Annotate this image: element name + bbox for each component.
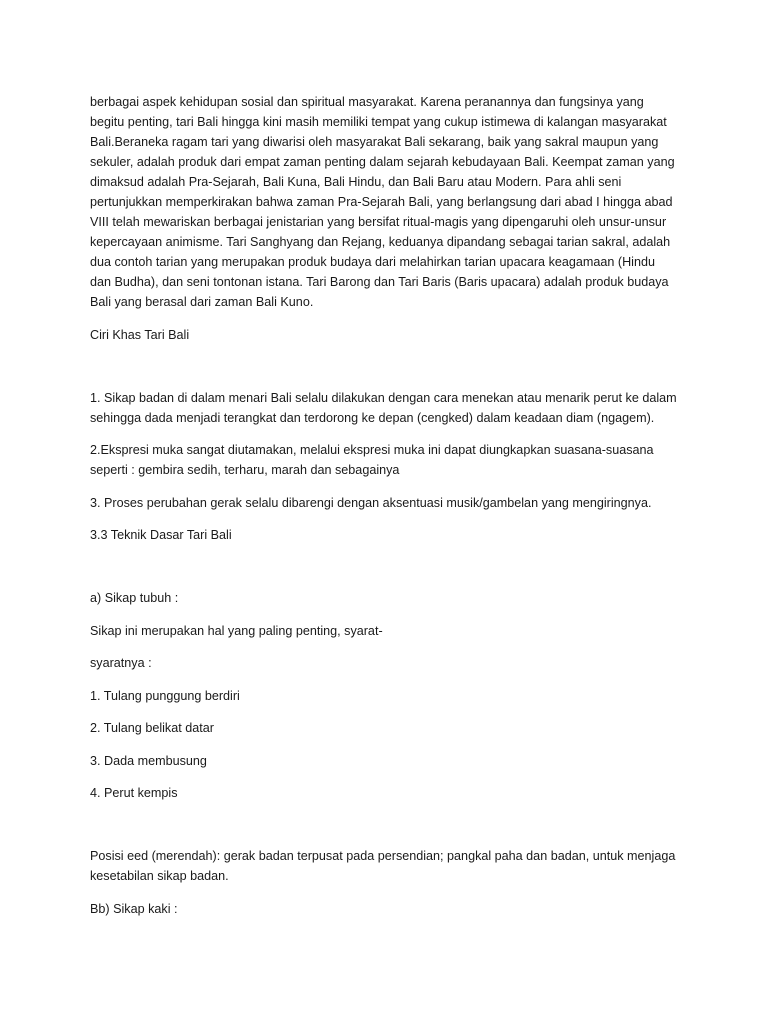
ciri-item-2: 2.Ekspresi muka sangat diutamakan, melalui ekspresi muka ini dapat diungkapkan suasana-suasana seperti : gembira sedih, terharu, marah dan sebagainya (90, 443, 654, 477)
intro-paragraph: berbagai aspek kehidupan sosial dan spiritual masyarakat. Karena peranannya dan fungsinya yang begitu penting, tari Bali hingga kini masih memiliki tempat yang cukup istimewa di kalangan masyarakat Bali.Beraneka ragam tari yang diwarisi oleh masyarakat Bali sekarang, baik yang sakral maupun yang sekuler, adalah produk dari empat zaman penting dalam sejarah kebudayaan Bali. Keempat zaman yang dimaksud adalah Pra-Sejarah, Bali Kuna, Bali Hindu, dan Bali Baru atau Modern. Para ahli seni pertunjukkan memperkirakan bahwa zaman Pra-Sejarah Bali, yang berlangsung dari abad I hingga abad VIII telah mewariskan berbagai jenistarian yang bersifat ritual-magis yang dipengaruhi oleh unsur-unsur kepercayaan animisme. Tari Sanghyang dan Rejang, keduanya dipandang sebagai tarian sakral, adalah dua contoh tarian yang merupakan produk budaya dari melahirkan tarian upacara keagamaan (Hindu dan Budha), dan seni tontonan istana. Tari Barong dan Tari Baris (Baris upacara) adalah produk budaya Bali yang berasal dari zaman Bali Kuno. (90, 95, 675, 309)
syaratnya-label: syaratnya : (90, 656, 152, 670)
document-page (90, 92, 688, 919)
sikap-kaki-label: Bb) Sikap kaki : (90, 901, 178, 916)
list-item-dada: 3. Dada membusung (90, 753, 207, 768)
sikap-tubuh-description: Sikap ini merupakan hal yang paling penting, syarat- (90, 623, 383, 638)
sikap-tubuh-label: a) Sikap tubuh : (90, 591, 179, 605)
list-item-perut: 4. Perut kempis (90, 786, 178, 800)
list-item-tulang-punggung: 1. Tulang punggung berdiri (90, 688, 240, 703)
ciri-item-1: 1. Sikap badan di dalam menari Bali selalu dilakukan dengan cara menekan atau menarik perut ke dalam sehingga dada menjadi terangkat dan terdorong ke depan (cengked) dalam keadaan diam (ngagem). (90, 390, 677, 425)
heading-teknik-dasar: 3.3 Teknik Dasar Tari Bali (90, 528, 232, 542)
posisi-paragraph: Posisi eed (merendah): gerak badan terpusat pada persendian; pangkal paha dan badan, untuk menjaga kesetabilan sikap badan. (90, 849, 676, 883)
heading-ciri-khas: Ciri Khas Tari Bali (90, 327, 190, 342)
list-item-tulang-belikat: 2. Tulang belikat datar (90, 721, 214, 735)
ciri-item-3: 3. Proses perubahan gerak selalu dibarengi dengan aksentuasi musik/gambelan yang mengiringnya. (90, 495, 652, 510)
